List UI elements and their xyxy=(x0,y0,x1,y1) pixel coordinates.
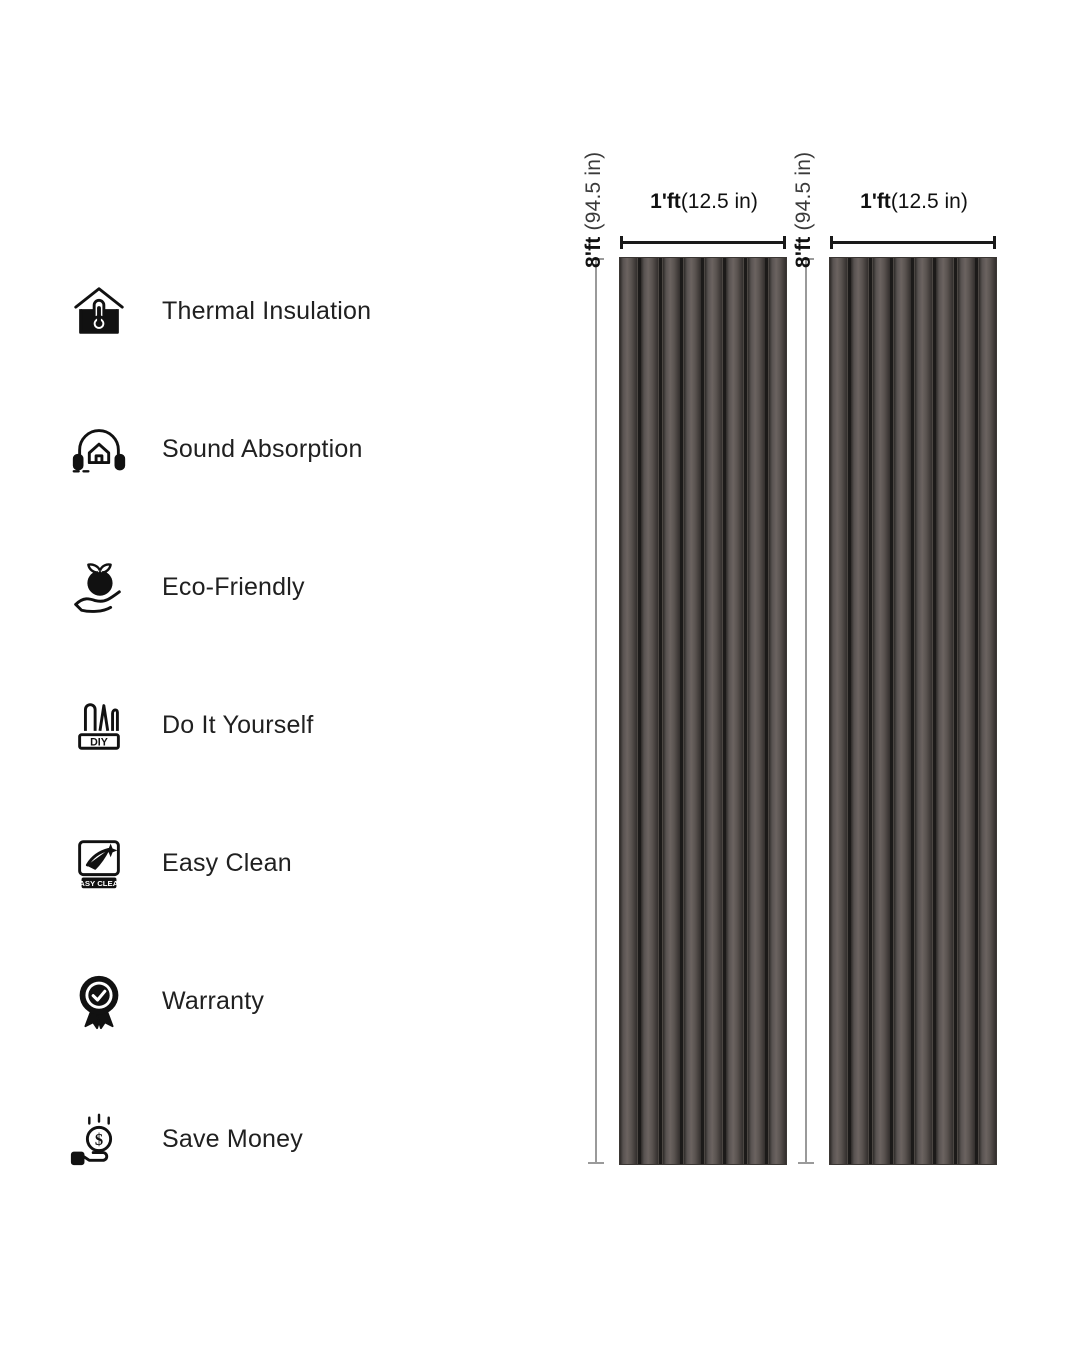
panel-width-label-2 xyxy=(828,190,1000,214)
save-money-icon xyxy=(60,1100,138,1178)
panel-height-main-2: 8'ft xyxy=(792,236,815,268)
panel-height-label-2 xyxy=(792,152,816,268)
feature-item-thermal-insulation xyxy=(60,242,500,380)
panel-width-sub-1: (12.5 in) xyxy=(680,190,758,213)
slat xyxy=(641,258,658,1164)
height-dimension-bar-2 xyxy=(796,258,816,1164)
slat xyxy=(873,258,890,1164)
height-dimension-bar-1 xyxy=(586,258,606,1164)
thermal-insulation-icon xyxy=(60,272,138,350)
panel-width-sub-2: (12.5 in) xyxy=(890,190,968,213)
feature-label: Sound Absorption xyxy=(162,434,363,463)
feature-item-easy-clean xyxy=(60,794,500,932)
slat-groove xyxy=(954,258,957,1164)
slat-groove xyxy=(701,258,704,1164)
width-line-1 xyxy=(620,241,786,244)
slat-groove xyxy=(933,258,936,1164)
height-cap-bottom-1 xyxy=(588,1162,604,1164)
slat xyxy=(851,258,868,1164)
feature-label: Save Money xyxy=(162,1124,303,1153)
panel-height-sub-2: (94.5 in) xyxy=(792,151,815,237)
slat-groove xyxy=(911,258,914,1164)
width-line-2 xyxy=(830,241,996,244)
slat-groove xyxy=(848,258,851,1164)
warranty-badge-icon xyxy=(60,962,138,1040)
feature-item-eco-friendly xyxy=(60,518,500,656)
feature-list xyxy=(60,242,500,1208)
feature-label: Warranty xyxy=(162,986,265,1015)
svg-text:DIY: DIY xyxy=(90,736,108,749)
panel-width-main-2: 1'ft xyxy=(860,190,891,213)
width-cap-right-2 xyxy=(993,236,996,249)
slat xyxy=(979,258,996,1164)
feature-item-sound-absorption xyxy=(60,380,500,518)
panel-height-sub-1: (94.5 in) xyxy=(582,151,605,237)
slat xyxy=(769,258,786,1164)
width-dimension-bar-1 xyxy=(620,236,786,248)
width-cap-right-1 xyxy=(783,236,786,249)
feature-item-do-it-yourself xyxy=(60,656,500,794)
slat-panel-1 xyxy=(620,258,786,1164)
slat xyxy=(748,258,765,1164)
slat-groove xyxy=(765,258,768,1164)
slat-groove xyxy=(975,258,978,1164)
feature-label: Thermal Insulation xyxy=(162,296,372,325)
slat-panel-2 xyxy=(830,258,996,1164)
height-line-1 xyxy=(595,258,597,1164)
panel-height-main-1: 8'ft xyxy=(582,236,605,268)
slat-groove xyxy=(680,258,683,1164)
width-dimension-bar-2 xyxy=(830,236,996,248)
slat xyxy=(894,258,911,1164)
slat xyxy=(705,258,722,1164)
height-cap-bottom-2 xyxy=(798,1162,814,1164)
panel-dimension-diagram xyxy=(582,151,1040,1180)
feature-item-warranty xyxy=(60,932,500,1070)
slat xyxy=(663,258,680,1164)
panel-width-main-1: 1'ft xyxy=(650,190,681,213)
slat-groove xyxy=(890,258,893,1164)
easy-clean-icon xyxy=(60,824,138,902)
slat-groove xyxy=(659,258,662,1164)
slat xyxy=(830,258,847,1164)
slat xyxy=(620,258,637,1164)
feature-label: Do It Yourself xyxy=(162,710,314,739)
slat-groove xyxy=(744,258,747,1164)
slat xyxy=(958,258,975,1164)
slat-groove xyxy=(723,258,726,1164)
slat xyxy=(915,258,932,1164)
slat-groove xyxy=(638,258,641,1164)
height-line-2 xyxy=(805,258,807,1164)
panel-height-label-1 xyxy=(582,152,606,268)
panel-width-label-1 xyxy=(618,190,790,214)
feature-label: Easy Clean xyxy=(162,848,292,877)
svg-text:EASY CLEAN: EASY CLEAN xyxy=(74,878,124,888)
slat xyxy=(684,258,701,1164)
eco-friendly-icon xyxy=(60,548,138,626)
slat xyxy=(726,258,743,1164)
sound-absorption-icon xyxy=(60,410,138,488)
feature-label: Eco-Friendly xyxy=(162,572,305,601)
feature-item-save-money xyxy=(60,1070,500,1208)
slat xyxy=(936,258,953,1164)
svg-text:$: $ xyxy=(94,1129,104,1149)
slat-groove xyxy=(869,258,872,1164)
diy-icon xyxy=(60,686,138,764)
